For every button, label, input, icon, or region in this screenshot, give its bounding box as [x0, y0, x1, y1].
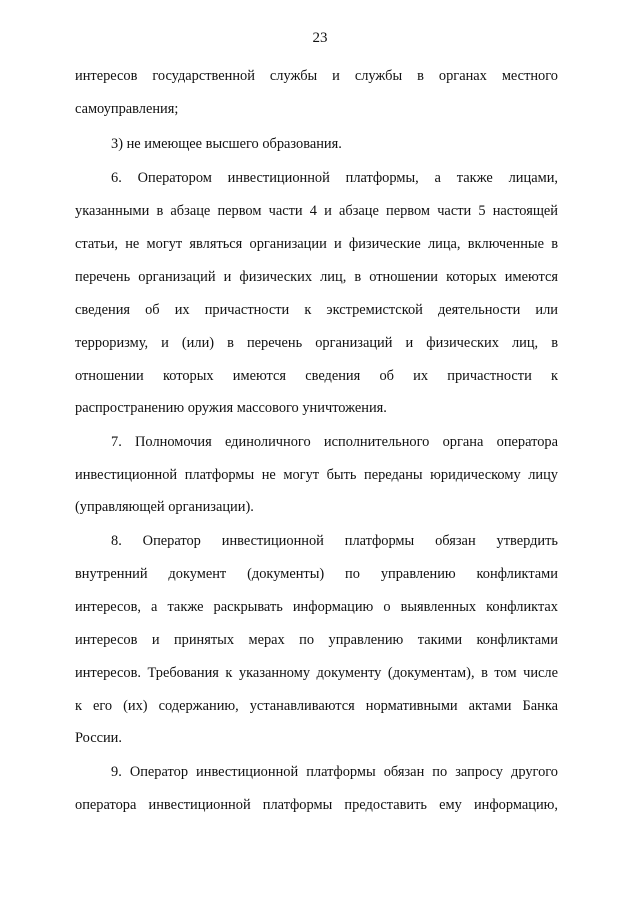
text-line: распространению оружия массового уничтожения. [75, 400, 387, 416]
text-line: интересов и принятых мерах по управлению такими конфликтами [75, 632, 558, 648]
text-line: к его (их) содержанию, устанавливаются нормативными актами Банка [75, 698, 558, 714]
text-line: терроризму, и (или) в перечень организаций и физических лиц, в [75, 335, 558, 351]
text-line: инвестиционной платформы не могут быть переданы юридическому лицу [75, 467, 558, 483]
text-line: (управляющей организации). [75, 499, 254, 515]
text-line: России. [75, 730, 122, 746]
text-line: интересов, а также раскрывать информацию о выявленных конфликтах [75, 599, 558, 615]
text-line: оператора инвестиционной платформы предоставить ему информацию, [75, 797, 558, 813]
text-line: перечень организаций и физических лиц, в отношении которых имеются [75, 269, 558, 285]
text-line: статьи, не могут являться организации и физические лица, включенные в [75, 236, 558, 252]
text-line: интересов. Требования к указанному документу (документам), в том числе [75, 665, 558, 681]
text-line: интересов государственной службы и службы в органах местного [75, 68, 558, 84]
paragraph-9-first-line: 9. Оператор инвестиционной платформы обязан по запросу другого [111, 764, 558, 780]
paragraph-6-first-line: 6. Оператором инвестиционной платформы, а также лицами, [111, 170, 558, 186]
text-line: отношении которых имеются сведения об их причастности к [75, 368, 558, 384]
text-line: внутренний документ (документы) по управлению конфликтами [75, 566, 558, 582]
paragraph-8-first-line: 8. Оператор инвестиционной платформы обязан утвердить [111, 533, 558, 549]
list-item-3: 3) не имеющее высшего образования. [111, 136, 342, 152]
paragraph-7-first-line: 7. Полномочия единоличного исполнительного органа оператора [111, 434, 558, 450]
text-line: самоуправления; [75, 101, 179, 117]
page-number: 23 [312, 30, 328, 46]
text-line: сведения об их причастности к экстремистской деятельности или [75, 302, 558, 318]
text-line: указанными в абзаце первом части 4 и абзаце первом части 5 настоящей [75, 203, 558, 219]
